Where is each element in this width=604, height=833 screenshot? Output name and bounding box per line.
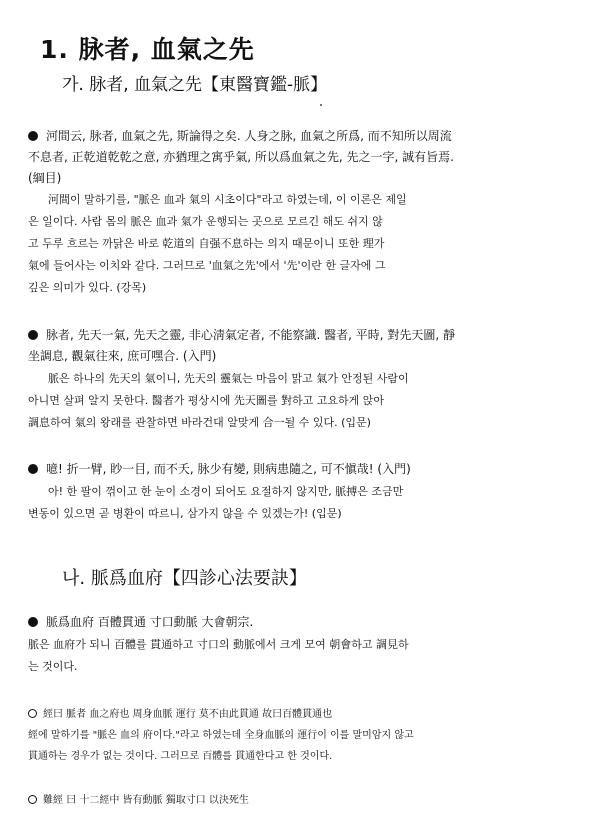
section-b-para2-translation-2: 貫通하는 경우가 없는 것이다. 그러므로 百體를 貫通한다고 한 것이다. xyxy=(28,751,333,762)
bullet-icon xyxy=(28,617,38,627)
bullet-icon xyxy=(28,330,38,340)
section-b-heading: 나. 脈爲血府【四診心法要訣】 xyxy=(62,568,307,589)
section-a-para1-translation-3: 고 두루 흐르는 까닭은 바로 乾道의 自强不息하는 의지 때문이니 또한 理가 xyxy=(28,237,385,250)
section-b-para1-translation-2: 는 것이다. xyxy=(28,660,78,673)
section-a-para3-translation-2: 변동이 있으면 곧 병환이 따르니, 삼가지 않을 수 있겠는가! (입문) xyxy=(28,507,342,520)
section-a-para3-line1: 噫! 折一臂, 眇一目, 而不夭, 脉少有變, 則病患隨之, 可不愼哉! (入門) xyxy=(28,459,592,480)
section-b-para2-line: 經曰 脈者 血之府也 周身血脈 運行 莫不由此貫通 故曰百體貫通也 xyxy=(28,704,592,725)
section-b-para3-line: 難經 曰 十二經中 皆有動脈 獨取寸口 以決死生 xyxy=(28,790,592,811)
section-a-para2-line2: 坐調息, 觀氣往來, 庶可嘿合. (入門) xyxy=(28,349,217,363)
bullet-icon xyxy=(28,131,38,141)
section-a-para2-translation-3: 調息하여 氣의 왕래를 관찰하면 바라건대 알맞게 合一될 수 있다. (입문) xyxy=(28,416,371,429)
section-a-para1-line2: 不息者, 正乾道乾乾之意, 亦猶理之寓乎氣, 所以爲血氣之先, 先之一字, 誠有旨焉. xyxy=(28,150,454,164)
section-b-para2-translation-1: 經에 말하기를 "脈은 血의 府이다."라고 하였는데 全身血脈의 運行이 이를 말미암지 않고 xyxy=(28,730,414,741)
section-a-para1-translation-2: 은 일이다. 사람 몸의 脈은 血과 氣가 운행되는 곳으로 모르긴 해도 쉬지 않 xyxy=(28,215,383,228)
section-a-para1-translation-1: 河間이 말하기를, "脈은 血과 氣의 시초이다"라고 하였는데, 이 이론은 제일 xyxy=(48,193,407,206)
scan-speck xyxy=(320,104,322,106)
section-a-para1-translation-5: 깊은 의미가 있다. (강목) xyxy=(28,281,147,294)
section-a-para2-line1: 脉者, 先天一氣, 先天之靈, 非心淸氣定者, 不能察識. 醫者, 平時, 對先天圖, 靜 xyxy=(28,325,592,346)
section-a-para3-translation-1: 아! 한 팔이 꺾이고 한 눈이 소경이 되어도 요절하지 않지만, 脈搏은 조금만 xyxy=(48,485,404,498)
page-title: 1. 脉者, 血氣之先 xyxy=(40,35,255,64)
section-a-heading: 가. 脉者, 血氣之先【東醫寶鑑-脈】 xyxy=(62,75,328,95)
section-a-para2-translation-1: 脈은 하나의 先天의 氣이니, 先天의 靈氣는 마음이 맑고 氣가 안정된 사람이 xyxy=(48,372,409,385)
section-a-para1-source: (綱目) xyxy=(28,171,62,185)
section-a-para1-translation-4: 氣에 들어사는 이치와 같다. 그러므로 '血氣之先'에서 '先'이란 한 글자에 그 xyxy=(28,259,386,272)
section-a-para2-translation-2: 아니면 살펴 알지 못한다. 醫者가 평상시에 先天圖를 對하고 고요하게 앉아 xyxy=(28,394,384,407)
section-b-para1-line: 脈爲血府 百體貫通 寸口動脈 大會朝宗. xyxy=(28,612,592,633)
section-a-para1-line1: 河間云, 脉者, 血氣之先, 斯論得之矣. 人身之脉, 血氣之所爲, 而不知所以周流 xyxy=(28,126,592,147)
bullet-icon xyxy=(28,464,38,474)
section-b-para1-translation-1: 脈은 血府가 되니 百體를 貫通하고 寸口의 動脈에서 크게 모여 朝會하고 調見하 xyxy=(28,638,409,651)
circle-marker-icon xyxy=(28,795,37,804)
circle-marker-icon xyxy=(28,709,37,718)
